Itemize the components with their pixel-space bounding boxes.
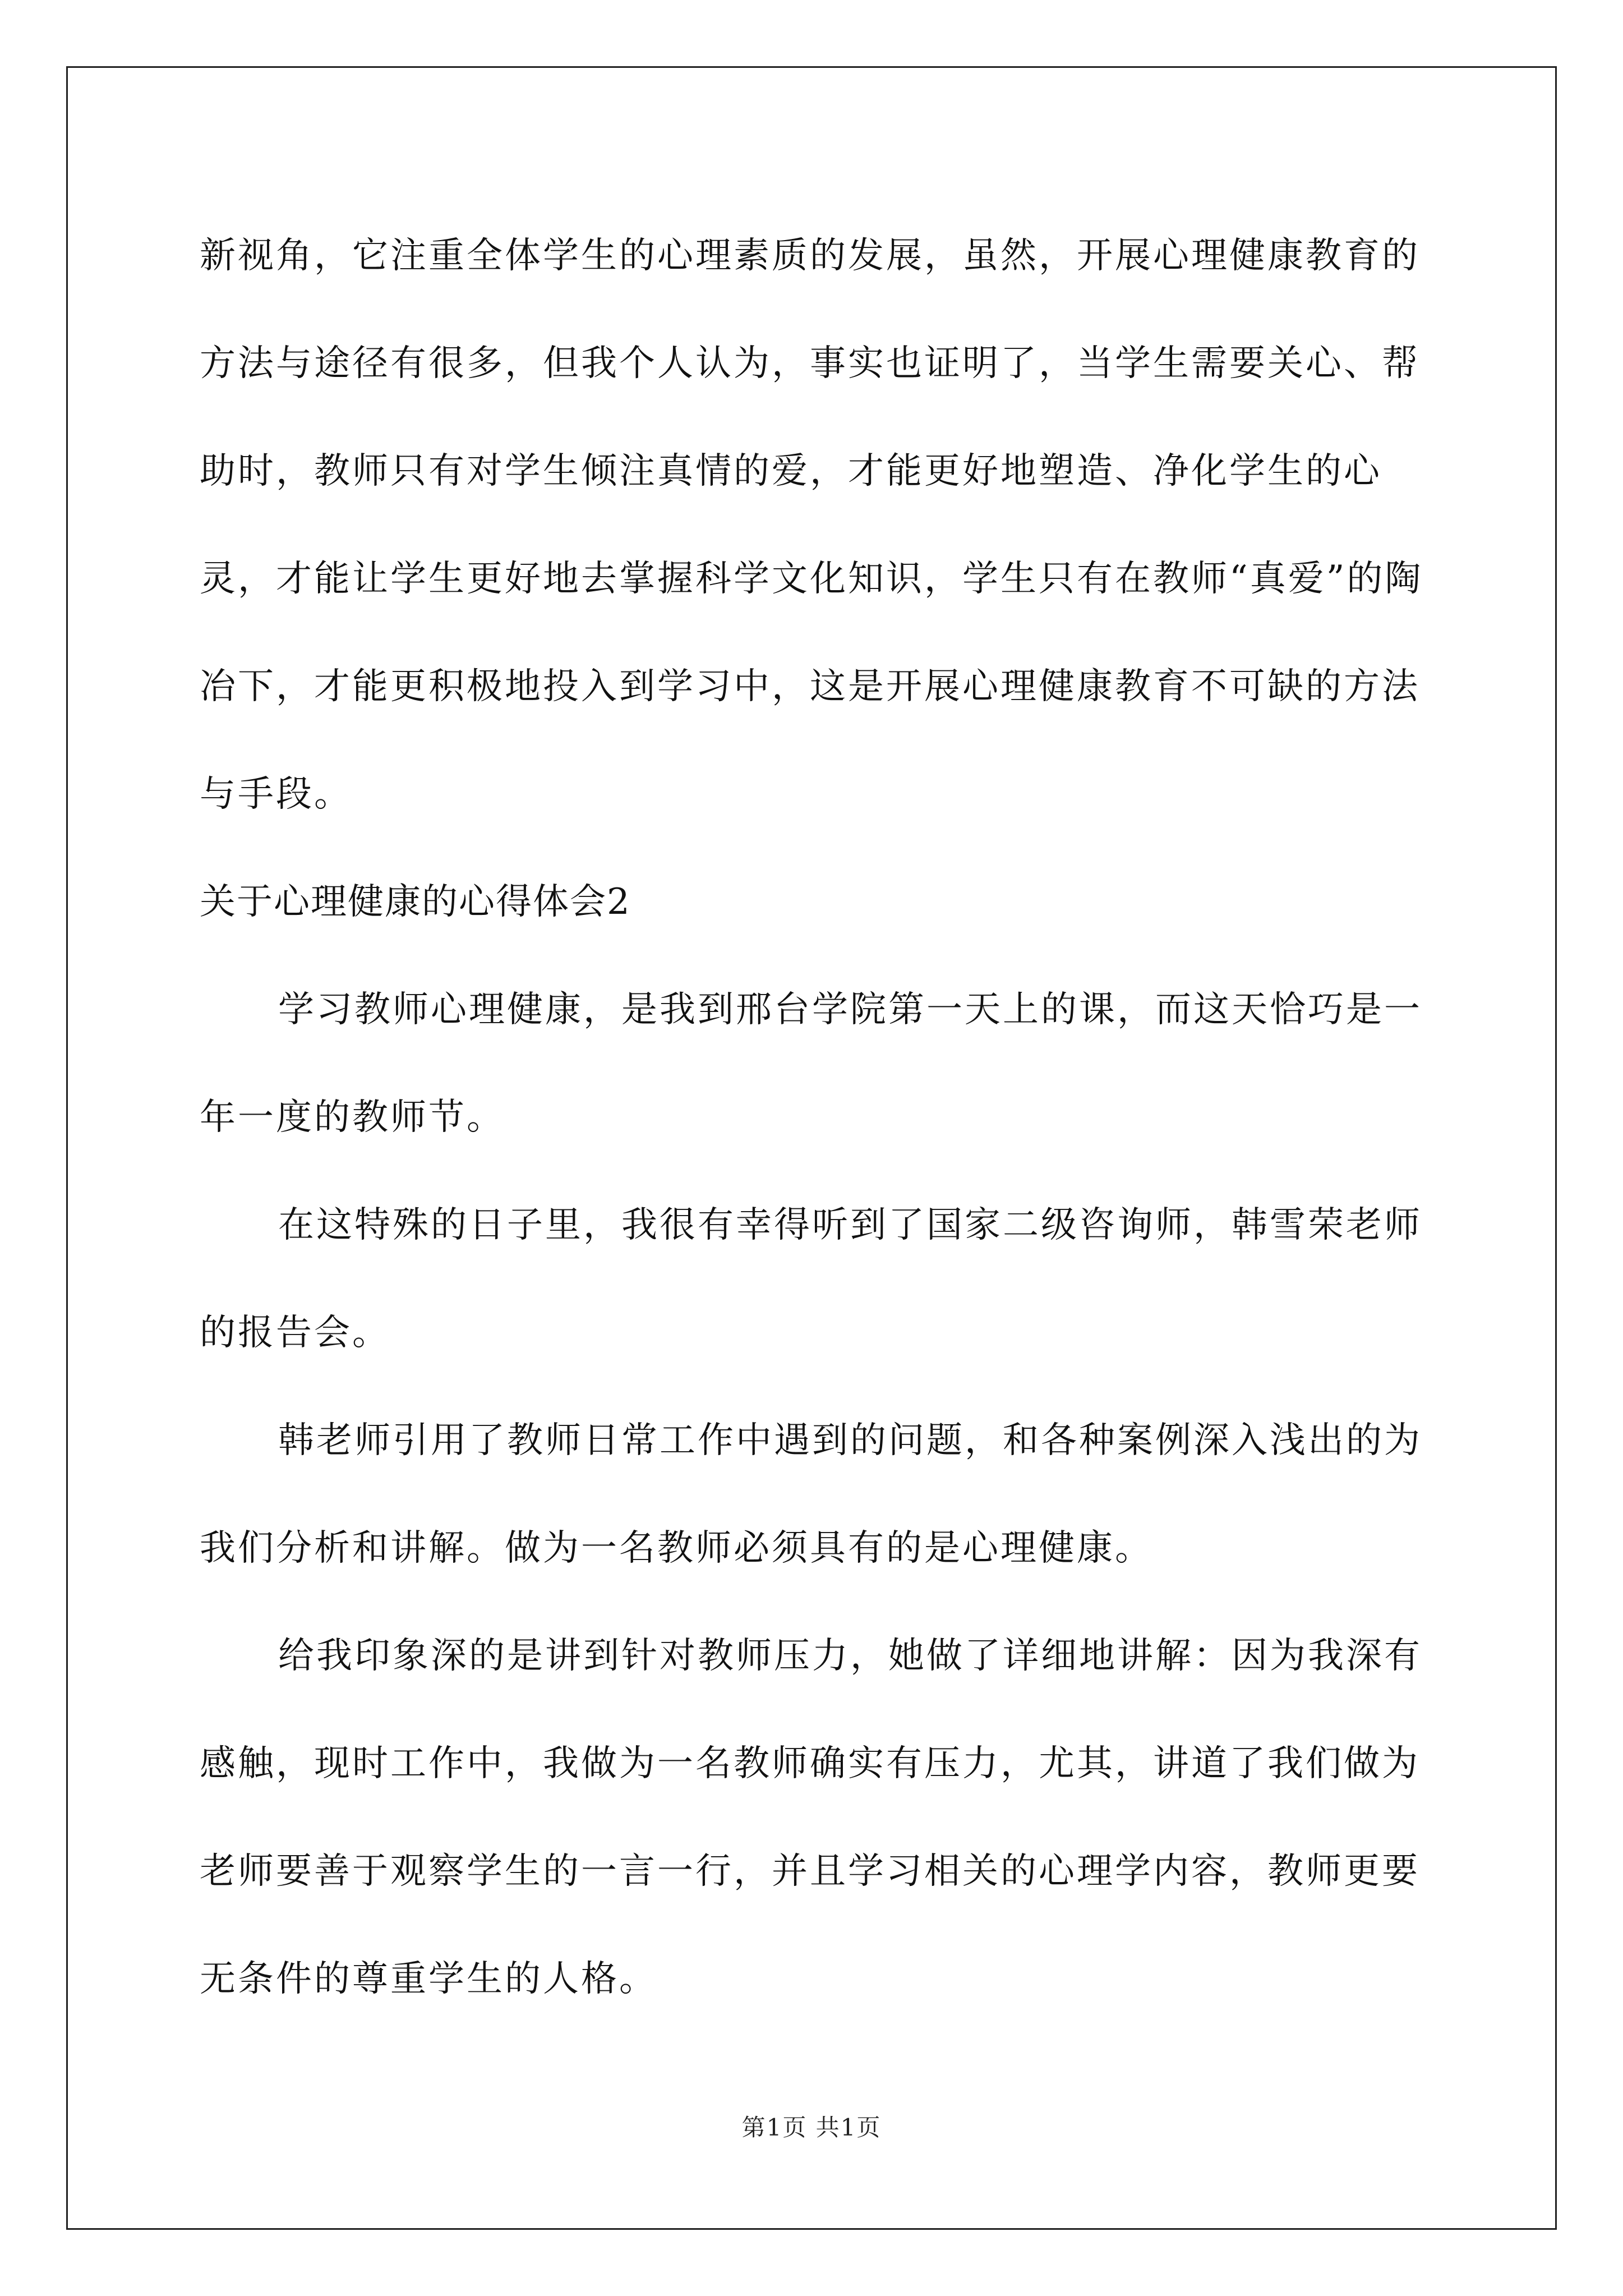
paragraph: 学习教师心理健康，是我到邢台学院第一天上的课，而这天恰巧是一年一度的教师节。 — [200, 989, 1422, 1138]
section-heading: 关于心理健康的心得体会2 — [200, 881, 631, 923]
paragraph-continued: 新视角，它注重全体学生的心理素质的发展，虽然，开展心理健康教育的方法与途径有很多，但我个人认为，事实也证明了，当学生需要关心、帮助时，教师只有对学生倾注真情的爱，才能更好地塑造、净化学生的心灵，才能让学生更好地去掌握科学文化知识，学生只有在教师“真爱”的陶冶下，才能更积极地投入到学习中，这是开展心理健康教育不可缺的方法与手段。 — [200, 235, 1423, 815]
paragraph: 给我印象深的是讲到针对教师压力，她做了详细地讲解：因为我深有感触，现时工作中，我做为一名教师确实有压力，尤其，讲道了我们做为老师要善于观察学生的一言一行，并且学习相关的心理学内容，教师更要无条件的尊重学生的人格。 — [200, 1635, 1422, 2000]
page-footer: 第1页 共1页 — [741, 2114, 882, 2141]
document-body — [200, 202, 1428, 2033]
paragraph: 在这特殊的日子里，我很有幸得听到了国家二级咨询师，韩雪荣老师的报告会。 — [200, 1204, 1422, 1354]
paragraph: 韩老师引用了教师日常工作中遇到的问题，和各种案例深入浅出的为我们分析和讲解。做为一名教师必须具有的是心理健康。 — [200, 1420, 1422, 1569]
